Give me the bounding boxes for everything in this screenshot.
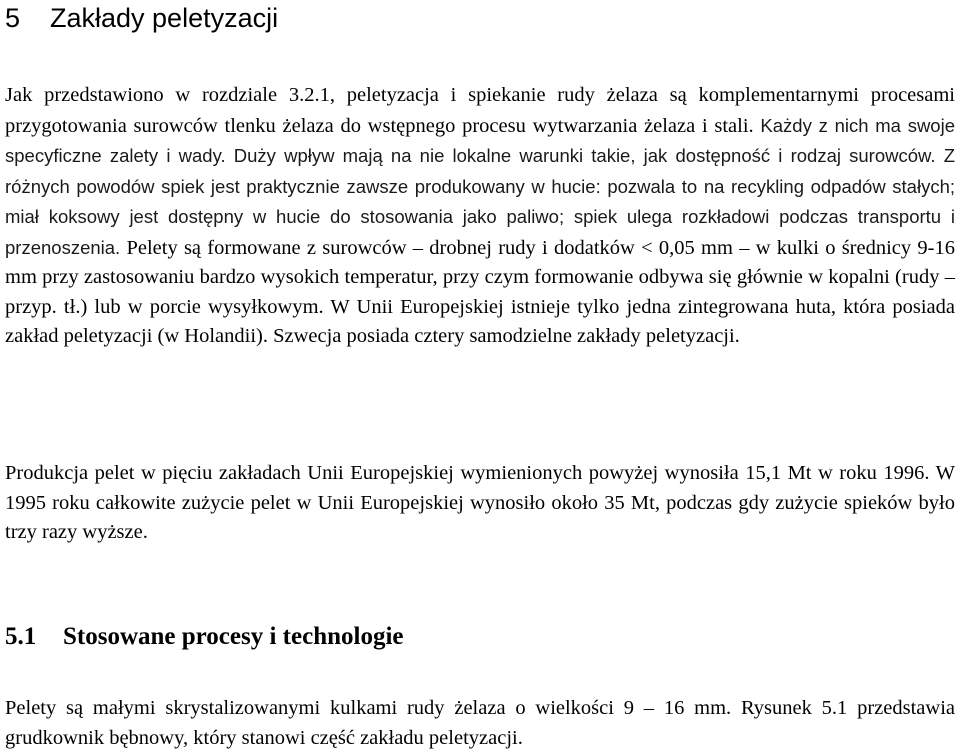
paragraph-pelletizing-overview xyxy=(5,81,955,352)
section-number: 5 xyxy=(5,3,21,33)
subsection-heading xyxy=(5,620,404,654)
paragraph-text: Produkcja pelet w pięciu zakładach Unii Europejskiej wymienionych powyżej wynosiła 15,1 Mt w roku 1996. W 1995 roku całkowite zużycie pelet w Unii Europejskiej wynosiło około 35 Mt, podczas gdy zużycie spieków było trzy razy wyższe. xyxy=(5,462,955,543)
subsection-number: 5.1 xyxy=(5,623,37,650)
section-heading xyxy=(5,2,278,34)
paragraph-pellet-description xyxy=(5,694,955,753)
subsection-title: Stosowane procesy i technologie xyxy=(63,623,404,650)
paragraph-sentence: Pelety są formowane z surowców – drobnej rudy i dodatków < 0,05 mm – w kulki o średnicy 9-16 mm przy zastosowaniu bardzo wysokich temperatur, przy czym formowanie odbywa się głównie w kopalni (rudy – przyp. tł.) lub w porcie wysyłkowym. W Unii Europejskiej istnieje tylko jedna zintegrowana huta, która posiada zakład peletyzacji (w Holandii). Szwecja posiada cztery samodzielne zakłady peletyzacji. xyxy=(5,236,955,347)
section-title: Zakłady peletyzacji xyxy=(50,3,279,33)
paragraph-text: Pelety są małymi skrystalizowanymi kulkami rudy żelaza o wielkości 9 – 16 mm. Rysunek 5.1 przedstawia grudkownik bębnowy, który stanowi część zakładu peletyzacji. xyxy=(5,697,955,749)
paragraph-sentence-sans: Każdy z nich ma swoje specyficzne zalety i wady. Duży wpływ mają na nie lokalne warunki takie, jak dostępność i rodzaj surowców. Z różnych powodów spiek jest praktycznie zawsze produkowany w hucie: pozwala to na recykling odpadów stałych; miał koksowy jest dostępny w hucie do stosowania jako paliwo; spiek ulega rozkładowi podczas transportu i przenoszenia. xyxy=(5,114,955,258)
paragraph-production-figures xyxy=(5,459,955,548)
paragraph-sentence: Jak przedstawiono w rozdziale 3.2.1, peletyzacja i spiekanie rudy żelaza są komplementarnymi procesami przygotowania surowców tlenku żelaza do wstępnego procesu wytwarzania żelaza i stali. xyxy=(5,84,955,137)
